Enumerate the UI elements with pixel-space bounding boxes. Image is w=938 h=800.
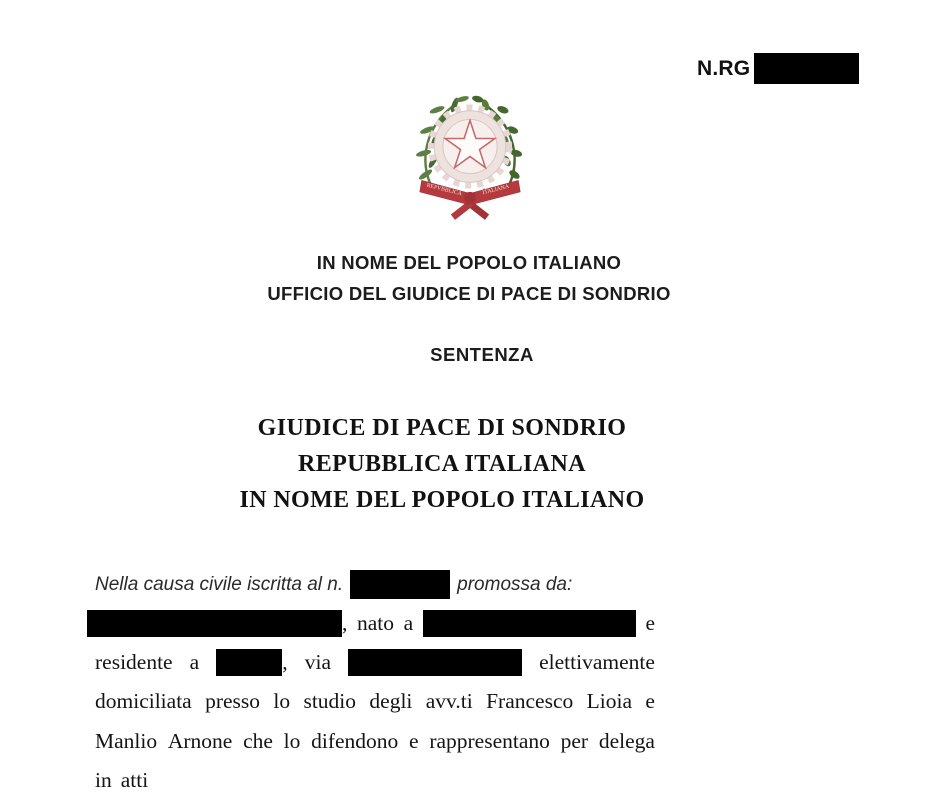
body-line [95,761,655,800]
word: rappresentano [429,728,550,753]
heading-ufficio: UFFICIO DEL GIUDICE DI PACE DI SONDRIO [267,283,671,304]
word: e [645,611,655,636]
word: degli [369,689,413,714]
redacted-segment [216,649,287,676]
word: e [645,689,655,714]
case-number-label: N.RG [697,56,751,80]
word: nato [357,611,395,636]
word: in [95,767,112,792]
word: per [560,728,589,753]
word: domiciliata [95,689,192,714]
word: studio [303,689,357,714]
redaction-suffix: , [282,650,288,675]
redaction-box [87,610,342,637]
word: presso [205,689,261,714]
body-line [95,604,655,643]
body-line [95,643,655,682]
word: che [243,728,273,753]
word: residente [95,650,173,675]
word: lo [273,689,291,714]
court-headings [0,410,938,518]
heading-in-nome: IN NOME DEL POPOLO ITALIANO [316,252,622,273]
header-headings [0,247,938,309]
body-paragraph [95,604,655,800]
word: avv.ti [425,689,473,714]
body-line [95,722,655,761]
intro-redaction [350,570,450,599]
word: a [403,611,414,636]
intro-text-before: Nella causa civile iscritta al n. [95,573,344,595]
ribbon-text-left: REPVBBLICA [425,182,463,198]
sentenza-title: SENTENZA [430,344,534,365]
court-heading-repubblica: REPUBBLICA ITALIANA [298,451,586,477]
court-heading-giudice: GIUDICE DI PACE DI SONDRIO [257,415,627,441]
word: delega [598,728,655,753]
word: lo [283,728,301,753]
word: via [304,650,331,675]
word: difendono [311,728,399,753]
ribbon-text-right: ITALIANA [481,183,510,197]
word: Lioia [586,689,632,714]
redaction-box [348,649,522,676]
word: Francesco [486,689,574,714]
intro-text-after: promossa da: [457,573,573,595]
word: Arnone [167,728,233,753]
body-line [95,682,655,721]
redacted-segment [348,649,522,676]
word: atti [120,767,149,792]
case-number-row [697,53,859,84]
redaction-suffix: , [342,611,348,636]
word: e [409,728,419,753]
word: a [189,650,200,675]
redaction-box [423,610,636,637]
word: Manlio [95,728,158,753]
word: elettivamente [539,650,655,675]
case-number-redaction [754,53,859,84]
redacted-segment [423,610,636,637]
intro-line [95,570,572,599]
italian-republic-emblem-icon [412,93,528,229]
redacted-segment [95,610,347,637]
redaction-box [216,649,282,676]
court-heading-in-nome: IN NOME DEL POPOLO ITALIANO [239,487,645,513]
